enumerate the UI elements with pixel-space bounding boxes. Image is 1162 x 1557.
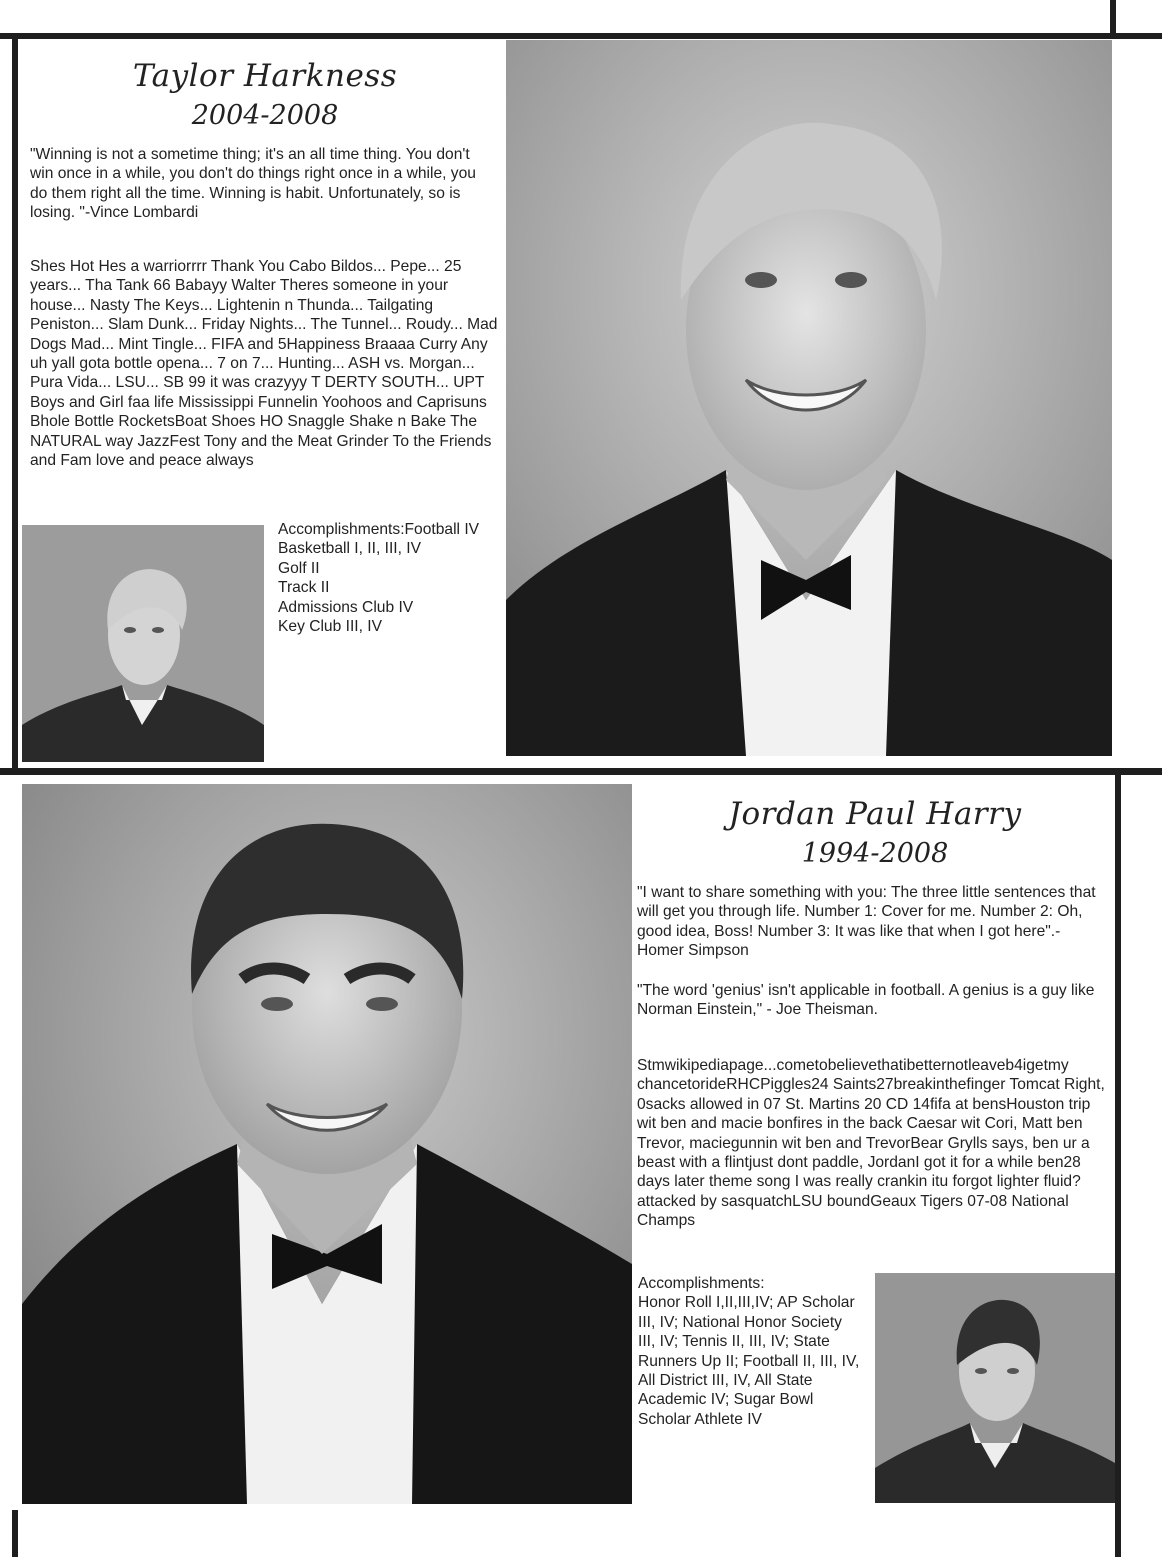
candid-photo bbox=[875, 1273, 1115, 1503]
student-name: Taylor Harkness bbox=[132, 58, 398, 94]
accomplishment-item: Track II bbox=[278, 579, 330, 597]
student-years: 2004-2008 bbox=[191, 100, 339, 131]
student-name: Jordan Paul Harry bbox=[728, 796, 1022, 832]
accomplishment-item: Admissions Club IV bbox=[278, 598, 414, 616]
middle-rule bbox=[0, 768, 1162, 775]
accomplishment-item: Accomplishments:Football IV bbox=[278, 521, 480, 538]
right-rule-top bbox=[1110, 0, 1116, 33]
accomplishment-item: Basketball I, II, III, IV bbox=[278, 540, 422, 558]
right-rule-bottom bbox=[1115, 775, 1121, 1557]
student-message: Shes Hot Hes a warriorrrr Thank You Cabo Bildos... Pepe... 25 years... Tha Tank 66 Babayy Walter Theres someone in your house... Nasty The Keys... Lightenin n Thunda... Tailgating Peniston... Slam Dunk... Friday Nights... The Tunnel... Roudy... Mad Dogs Mad... Mint Tingle... FIFA and 5Happiness Braaaa Curry Any uh yall gota bottle opena... 7 on 7... Hunting... ASH vs. Morgan... Pura Vida... LSU... SB 99 it was crazyyy T DERTY SOUTH... UPT Boys and Girl faa life Mississippi Funnelin Yoohoos and Caprisuns Bhole Bottle RocketsBoat Shoes HO Snaggle Shake n Bake The NATURAL way JazzFest Tony and the Meat Grinder To the Friends and Fam love and peace always bbox=[30, 258, 498, 470]
accomplishments-list bbox=[638, 1274, 860, 1429]
left-rule-top bbox=[12, 33, 18, 773]
student-quote: "Winning is not a sometime thing; it's an all time thing. You don't win once in a while, you don't do things right once in a while, you do them right all the time. Winning is habit. Unfortunately, so is losing. "-Vince Lombardi bbox=[30, 146, 476, 222]
senior-portrait-photo bbox=[22, 784, 632, 1504]
student-years: 1994-2008 bbox=[801, 838, 949, 869]
accomplishments-heading: Accomplishments: bbox=[638, 1275, 765, 1292]
accomplishment-item: Golf II bbox=[278, 559, 320, 577]
top-rule bbox=[0, 33, 1162, 39]
student-quote: "I want to share something with you: The three little sentences that will get you through life. Number 1: Cover for me. Number 2: Oh, good idea, Boss! Number 3: It was like that when I got here".- Homer Simpson bbox=[637, 884, 1096, 960]
bottom-right-rule bbox=[1115, 1506, 1121, 1557]
left-rule-bottom bbox=[12, 1510, 18, 1557]
candid-photo bbox=[22, 525, 264, 762]
senior-portrait-photo bbox=[506, 40, 1112, 756]
student-quote-secondary: "The word 'genius' isn't applicable in football. A genius is a guy like Norman Einstein," - Joe Theisman. bbox=[637, 982, 1095, 1019]
student-message: Stmwikipediapage...cometobelievethatibetternotleaveb4igetmy chancetorideRHCPiggles24 Saints27breakinthefinger Tomcat Right, 0sacks allowed in 07 St. Martins 20 CD 14fifa at bensHouston trip wit ben and macie bonfires in the back Caesar wit Cori, Matt ben Trevor, maciegunnin wit ben and TrevorBear Grylls says, ben ur a beast with a flintjust dont paddle, JordanI got it for a while ben28 days later theme song I was really crankin itu forgot lighter fluid?attacked by sasquatchLSU boundGeaux Tigers 07-08 National Champs bbox=[637, 1057, 1105, 1230]
accomplishments-list bbox=[278, 520, 503, 636]
accomplishment-item: Key Club III, IV bbox=[278, 618, 383, 636]
accomplishments-text: Honor Roll I,II,III,IV; AP Scholar III, IV; National Honor Society III, IV; Tennis II, III, IV; State Runners Up II; Football II, III, IV, All District III, IV, All State Academic IV; Sugar Bowl Scholar Athlete IV bbox=[638, 1294, 860, 1428]
